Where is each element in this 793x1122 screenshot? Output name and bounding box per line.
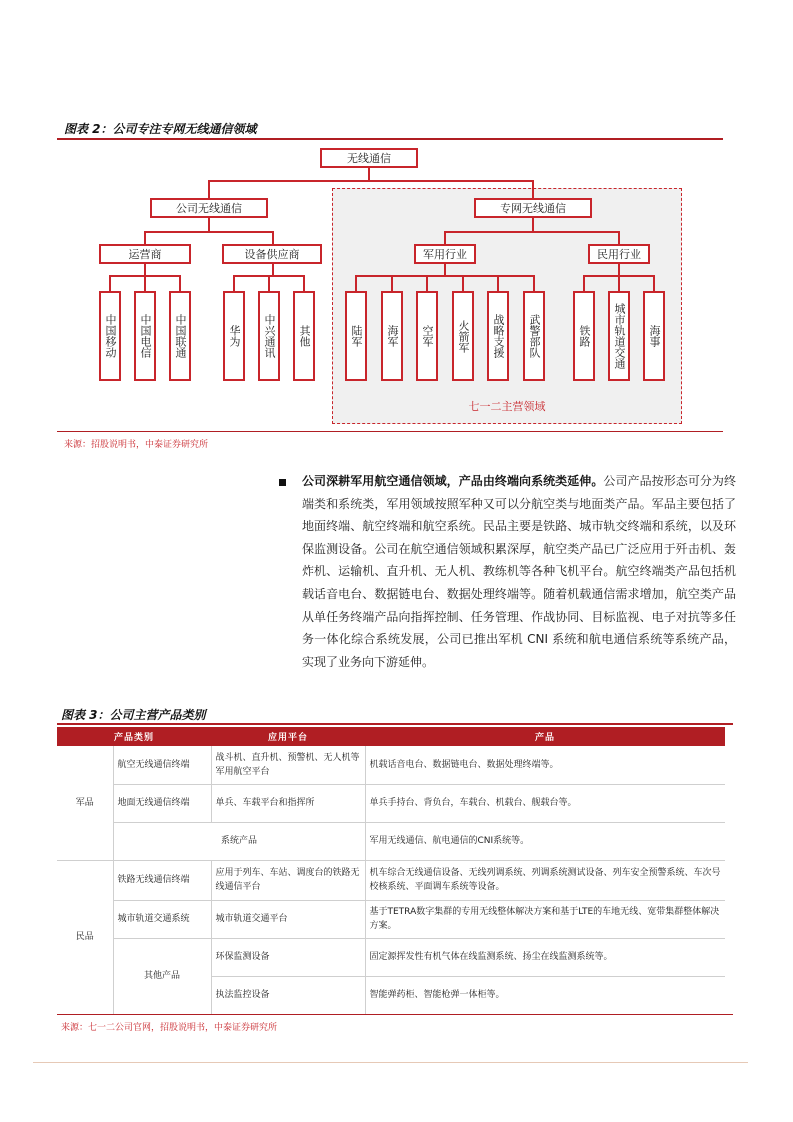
connector [444, 231, 620, 233]
connector [272, 231, 274, 244]
table-row [57, 784, 725, 822]
subcategory: 城市轨道交通系统 [113, 900, 211, 938]
header-product: 产品 [365, 727, 725, 746]
platform-cell: 系统产品 [113, 822, 365, 860]
main-field-label: 七一二主营领域 [468, 400, 546, 413]
body-paragraph [302, 470, 736, 673]
connector [618, 231, 620, 244]
platform-cell: 应用于列车、车站、调度台的铁路无线通信平台 [211, 860, 365, 900]
platform-cell: 战斗机、直升机、预警机、无人机等军用航空平台 [211, 746, 365, 784]
leaf-civil: 城市轨道交通 [608, 291, 630, 381]
table-header-row [57, 727, 725, 746]
product-cell: 军用无线通信、航电通信的CNI系统等。 [365, 822, 725, 860]
category-military: 军品 [57, 746, 113, 860]
subcategory: 航空无线通信终端 [113, 746, 211, 784]
node-civil: 民用行业 [588, 244, 650, 264]
node-root: 无线通信 [320, 148, 418, 168]
leaf-military: 海军 [381, 291, 403, 381]
figure3-title: 图表 3：公司主营产品类别 [61, 708, 206, 722]
platform-cell: 环保监测设备 [211, 938, 365, 976]
platform-cell: 执法监控设备 [211, 976, 365, 1014]
figure2-title: 图表 2：公司专注专网无线通信领域 [64, 122, 257, 136]
leaf-supplier: 中兴通讯 [258, 291, 280, 381]
header-category: 产品类别 [57, 727, 211, 746]
table-row [57, 860, 725, 900]
figure3-source: 来源：七一二公司官网，招股说明书，中泰证券研究所 [61, 1023, 278, 1033]
figure2-title-rule [57, 138, 723, 140]
leaf-civil: 海事 [643, 291, 665, 381]
connector [462, 275, 464, 291]
table-row [57, 938, 725, 976]
connector [532, 180, 534, 198]
connector [208, 180, 534, 182]
connector [533, 275, 535, 291]
table-row [57, 822, 725, 860]
leaf-operator: 中国移动 [99, 291, 121, 381]
figure2-bottom-rule [57, 431, 723, 432]
connector [268, 275, 270, 291]
page-footer-rule [33, 1062, 748, 1063]
connector [109, 275, 111, 291]
connector [144, 275, 146, 291]
leaf-military: 战略支援 [487, 291, 509, 381]
header-platform: 应用平台 [211, 727, 365, 746]
connector [272, 262, 274, 276]
subcategory: 铁路无线通信终端 [113, 860, 211, 900]
connector [179, 275, 181, 291]
table-row [57, 900, 725, 938]
connector [355, 275, 535, 277]
leaf-supplier: 华为 [223, 291, 245, 381]
connector [653, 275, 655, 291]
product-cell: 智能弹药柜、智能枪弹一体柜等。 [365, 976, 725, 1014]
node-military: 军用行业 [414, 244, 476, 264]
product-cell: 基于TETRA数字集群的专用无线整体解决方案和基于LTE的车地无线、宽带集群整体解决方案。 [365, 900, 725, 938]
connector [583, 275, 585, 291]
platform-cell: 单兵、车载平台和指挥所 [211, 784, 365, 822]
connector [144, 231, 274, 233]
connector [368, 166, 370, 180]
leaf-supplier: 其他 [293, 291, 315, 381]
table-row [57, 746, 725, 784]
figure3-title-rule [57, 723, 733, 725]
subcategory: 其他产品 [113, 938, 211, 1014]
connector [208, 216, 210, 232]
node-public-net: 公司无线通信 [150, 198, 268, 218]
connector [208, 180, 210, 198]
connector [618, 275, 620, 291]
leaf-operator: 中国联通 [169, 291, 191, 381]
product-cell: 机载话音电台、数据链电台、数据处理终端等。 [365, 746, 725, 784]
leaf-civil: 铁路 [573, 291, 595, 381]
figure3-bottom-rule [57, 1014, 733, 1015]
subcategory: 地面无线通信终端 [113, 784, 211, 822]
leaf-military: 空军 [416, 291, 438, 381]
connector [144, 231, 146, 244]
connector [497, 275, 499, 291]
connector [355, 275, 357, 291]
product-cell: 单兵手持台、背负台，车载台、机载台、舰载台等。 [365, 784, 725, 822]
node-operators: 运营商 [99, 244, 191, 264]
category-civilian: 民品 [57, 860, 113, 1014]
paragraph-lead: 公司深耕军用航空通信领域，产品由终端向系统类延伸。 [302, 474, 604, 488]
leaf-military: 火箭军 [452, 291, 474, 381]
connector [618, 262, 620, 276]
leaf-military: 武警部队 [523, 291, 545, 381]
product-cell: 固定源挥发性有机气体在线监测系统、扬尘在线监测系统等。 [365, 938, 725, 976]
connector [391, 275, 393, 291]
leaf-operator: 中国电信 [134, 291, 156, 381]
leaf-military: 陆军 [345, 291, 367, 381]
products-table [57, 727, 725, 1015]
connector [426, 275, 428, 291]
connector [303, 275, 305, 291]
connector [444, 262, 446, 276]
product-cell: 机车综合无线通信设备、无线列调系统、列调系统测试设备、列车安全预警系统、车次号校核系统、平面调车系统等设备。 [365, 860, 725, 900]
connector [444, 231, 446, 244]
node-suppliers: 设备供应商 [222, 244, 322, 264]
connector [144, 262, 146, 276]
figure2-source: 来源：招股说明书，中泰证券研究所 [64, 440, 209, 450]
node-private-net: 专网无线通信 [474, 198, 592, 218]
bullet-icon [279, 479, 286, 486]
platform-cell: 城市轨道交通平台 [211, 900, 365, 938]
connector [532, 216, 534, 232]
connector [233, 275, 235, 291]
paragraph-body: 公司产品按形态可分为终端类和系统类，军用领域按照军种又可以分航空类与地面类产品。军品主要包括了地面终端、航空终端和航空系统。民品主要是铁路、城市轨交终端和系统，以及环保监测设备。公司在航空通信领域积累深厚，航空类产品已广泛应用于歼击机、轰炸机、运输机、直升机、无人机、教练机等各种飞机平台。航空终端类产品包括机载话音电台、数据链电台、数据处理终端等。随着机载通信需求增加，航空类产品从单任务终端产品向指挥控制、任务管理、作战协同、目标监视、电子对抗等多任务一体化综合系统发展，公司已推出军机 CNI 系统和航电通信系统等系统产品，实现了业务向下游延伸。 [302, 474, 736, 669]
